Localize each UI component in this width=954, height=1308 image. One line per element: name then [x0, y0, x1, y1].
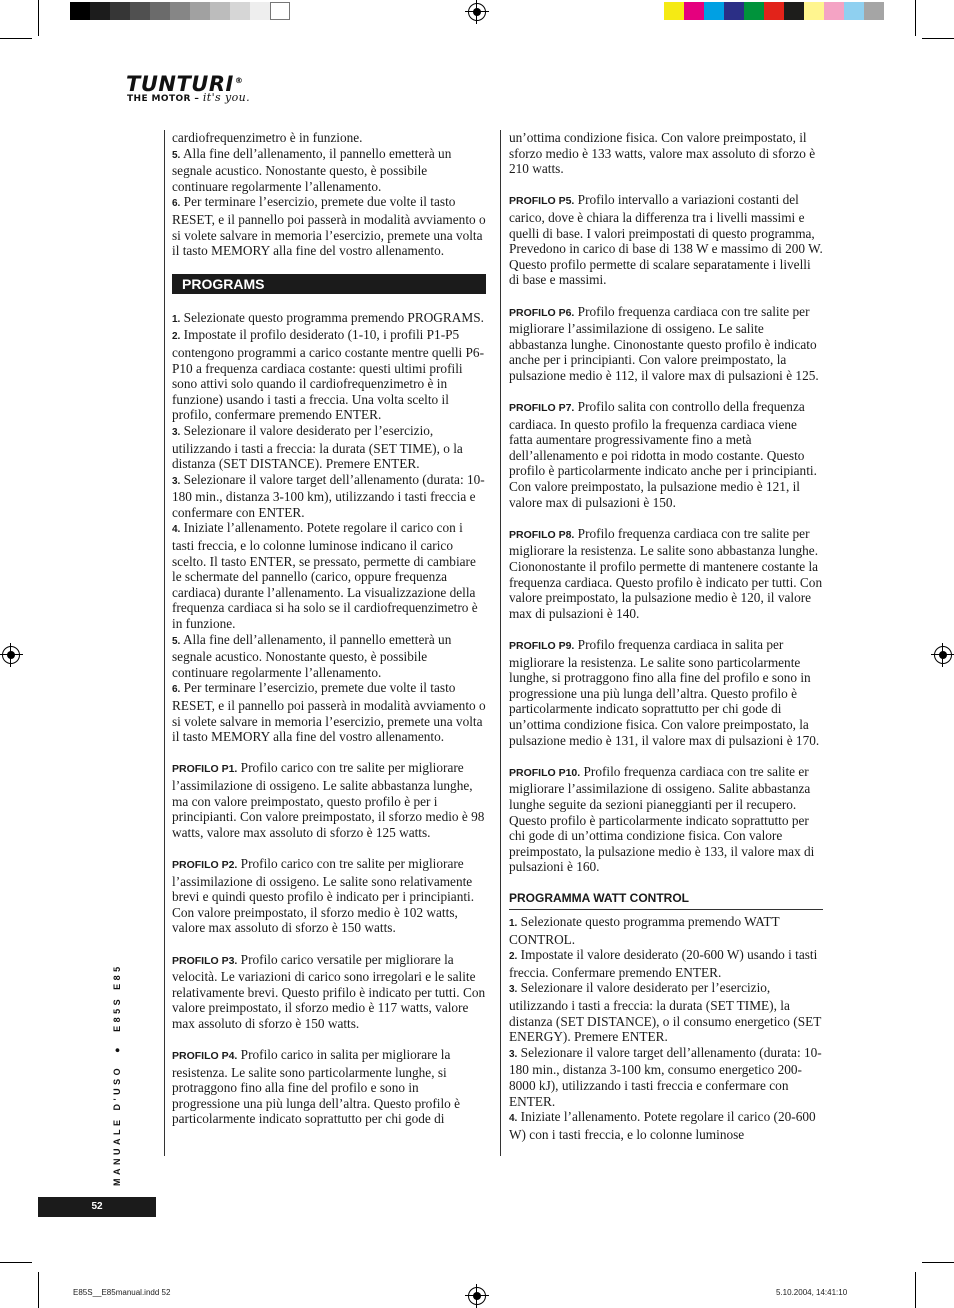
program-step: 5. Alla fine dell’allenamento, il pannello emetterà un segnale acustico. Nonostante questo, è possibile continuare regolarmente l’allenamento.: [172, 631, 452, 680]
programs-section-heading: PROGRAMS: [172, 274, 486, 294]
profile-paragraph: PROFILO P1. Profilo carico con tre salite per migliorare l’assimilazione di ossigeno. Le salite abbastanza lunghe, ma con valore preimpostato, questo profilo è per i principianti. Con valore preimpostato, il sforzo medio è 98 watts, valore max assoluto di sforzo è 125 watts.: [172, 760, 485, 840]
gray-swatch: [150, 2, 170, 20]
color-swatch: [744, 2, 764, 20]
sidebar-label: MANUALE D'USO ● E85S E85: [112, 963, 122, 1186]
gray-swatch: [190, 2, 210, 20]
program-step: 3. Selezionare il valore target dell’allenamento (durata: 10-180 min., distanza 3-100 km), utilizzando i tasti freccia e confermare con ENTER.: [172, 471, 485, 520]
left-column-rule: [164, 130, 165, 1156]
page-number: 52: [38, 1197, 156, 1217]
color-swatch: [824, 2, 844, 20]
crop-mark: [922, 1262, 954, 1263]
right-column: [509, 130, 823, 1142]
profile-paragraph: PROFILO P8. Profilo frequenza cardiaca con tre salite per migliorare la resistenza. Le salite sono abbastanza lunghe. Ciononostante il profilo permette di mantenere costante la frequenza cardiaca. Questo profilo è indicato per tutti. Con valore preimpostato, la pulsazione medio è 120, il valore max di pulsazioni è 140.: [509, 525, 823, 621]
gray-swatch: [110, 2, 130, 20]
left-column: [172, 130, 486, 1127]
gray-swatch: [130, 2, 150, 20]
color-swatch: [724, 2, 744, 20]
color-swatch: [704, 2, 724, 20]
program-step: 1. Selezionate questo programma premendo PROGRAMS.: [172, 309, 484, 325]
registration-dot: [473, 8, 481, 16]
color-swatch: [764, 2, 784, 20]
intro-step: 5. Alla fine dell’allenamento, il pannello emetterà un segnale acustico. Nonostante questo, è possibile continuare regolarmente l’allenamento.: [172, 145, 452, 194]
continuation-text: un’ottima condizione fisica. Con valore preimpostato, il sforzo medio è 133 watts, valore max assoluto di sforzo è 210 watts.: [509, 130, 816, 177]
program-step: 4. Iniziate l’allenamento. Potete regolare il carico con i tasti freccia, e lo colonne luminose indicano il carico scelto. Il tasto ENTER, se pressato, permette di cambiare le schermate del pannello (carico, oppure frequenza cardiaca) durante l’allenamento. La visualizzazione della frequenza cardiaca si ha solo se il cardiofrequenzimetro è in funzione.: [172, 520, 478, 632]
gray-swatch: [230, 2, 250, 20]
profile-paragraph: PROFILO P7. Profilo salita con controllo della frequenza cardiaca. In questo profilo la frequenza cardiaca viene fatta aumentare progressivamente fino a metà dell’allenamento e poi ridotta in modo costante. Questo profilo è particolarmente indicato anche per i principianti. Con valore preimpostato, la pulsazione medio è 121, il valore max di pulsazioni è 150.: [509, 399, 817, 510]
gray-swatch: [210, 2, 230, 20]
profile-paragraph: PROFILO P4. Profilo carico in salita per migliorare la resistenza. Le salite sono particolarmente lunghe, si protraggono fino alla fine del profilo e sono in progressione una più lunga dell’altra. Questo profilo è particolarmente indicato soprattutto per chi gode di: [172, 1047, 461, 1127]
color-swatch: [684, 2, 704, 20]
watt-step: 2. Impostate il valore desiderato (20-600 W) usando i tasti freccia. Confermare premendo ENTER.: [509, 947, 818, 980]
crop-mark: [38, 1272, 39, 1308]
profile-paragraph: PROFILO P5. Profilo intervallo a variazioni costanti del carico, dove è chiara la differenza tra i livelli massimi e quelli di base. I valori preimpostati di questo programma, Prevedono in carico di base di 138 W e massimo di 200 W. Questo profilo permette di scalare separatamente i livelli di base e massimi.: [509, 192, 823, 288]
tunturi-logo: TUNTURI®: [126, 72, 244, 96]
gray-swatch: [70, 2, 90, 20]
registration-dot: [7, 651, 15, 659]
footer-timestamp: 5.10.2004, 14:41:10: [776, 1288, 848, 1297]
center-column-rule: [500, 130, 501, 1156]
crop-mark: [915, 0, 916, 36]
registration-mark-icon: [468, 1287, 486, 1305]
crop-mark: [915, 1272, 916, 1308]
program-step: 3. Selezionare il valore desiderato per l’esercizio, utilizzando i tasti a freccia: la durata (SET TIME), o la distanza (SET DISTANCE). Premere ENTER.: [172, 422, 463, 472]
gray-swatch: [90, 2, 110, 20]
crop-mark: [38, 0, 39, 36]
profile-paragraph: PROFILO P2. Profilo carico con tre salite per migliorare l’assimilazione di ossigeno. Le salite sono relativamente brevi e quindi questo profilo è indicato per i principianti. Con valore preimpostato, il sforzo medio è 102 watts, valore max assoluto di sforzo è 150 watts.: [172, 855, 475, 936]
profile-paragraph: PROFILO P10. Profilo frequenza cardiaca con tre salite er migliorare l’assimilazione di ossigeno. Salite abbastanza lunghe seguite da sezioni pianeggianti per il recupero. Questo profilo è particolarmente indicato soprattutto per chi gode di un’ottima condizione fisica. Con valore preimpostato, la pulsazione medio è 133, il valore max di pulsazioni è 160.: [509, 763, 815, 875]
gray-swatch: [170, 2, 190, 20]
crop-mark: [0, 38, 32, 39]
gray-swatch: [270, 2, 290, 20]
watt-step: 4. Iniziate l’allenamento. Potete regolare il carico (20-600 W) con i tasti freccia, e lo colonne luminose: [509, 1109, 816, 1142]
watt-step: 3. Selezionare il valore desiderato per l’esercizio, utilizzando i tasti a freccia: la durata (SET TIME), la distanza (SET DISTANCE), o il consumo energetico (SET ENERGY). Premere ENTER.: [509, 980, 822, 1045]
gray-swatch: [250, 2, 270, 20]
bullet-icon: ●: [112, 1043, 122, 1053]
color-swatch: [864, 2, 884, 20]
program-step: 6. Per terminare l’esercizio, premete due volte il tasto RESET, e il pannello poi passerà in modalità avviamento o si volete salvare in memoria l’esercizio, premete una volta il tasto MEMORY alla fine del vostro allenamento.: [172, 680, 486, 745]
footer-filename: E85S__E85manual.indd 52: [73, 1288, 171, 1297]
watt-control-heading: PROGRAMMA WATT CONTROL: [509, 891, 823, 911]
profile-paragraph: PROFILO P9. Profilo frequenza cardiaca in salita per migliorare la resistenza. Le salite sono particolarmente lunghe, si protraggono fino alla fine del profilo e sono in progressione una più lunga dell’altra. Questo profilo è particolarmente indicato soprattutto per chi gode di un’ottima condizione fisica. Con valore preimpostato, la pulsazione medio è 131, il valore max di pulsazioni è 170.: [509, 637, 820, 748]
profile-paragraph: PROFILO P6. Profilo frequenza cardiaca con tre salite per migliorare l’assimilazione di ossigeno. Le salite abbastanza lunghe. Cinonostante questo profilo è indicato anche per i principianti. Con valore preimpostato, la pulsazione medio è 112, il valore max di pulsazioni è 125.: [509, 303, 819, 383]
registration-mark-icon: [468, 3, 486, 21]
profile-paragraph: PROFILO P3. Profilo carico versatile per migliorare la velocità. Le variazioni di carico sono irregolari e le salite relativamente brevi. Questo prifilo è indicato per tutti. Con valore preimpostato, il sforzo medio è 117 watts, valore max assoluto di sforzo è 150 watts.: [172, 951, 486, 1031]
watt-step: 1. Selezionate questo programma premendo WATT CONTROL.: [509, 914, 780, 947]
color-swatch: [664, 2, 684, 20]
crop-mark: [0, 1262, 32, 1263]
registration-dot: [939, 651, 947, 659]
intro-line: cardiofrequenzimetro è in funzione.: [172, 130, 363, 145]
intro-step: 6. Per terminare l’esercizio, premete due volte il tasto RESET, e il pannello poi passerà in modalità avviamento o si volete salvare in memoria l’esercizio, premete una volta il tasto MEMORY alla fine del vostro allenamento.: [172, 194, 486, 259]
logo-tagline: THE MOTOR – it's you.: [127, 91, 250, 104]
crop-mark: [922, 38, 954, 39]
registration-dot: [473, 1292, 481, 1300]
color-swatch: [784, 2, 804, 20]
registration-mark-icon: [934, 646, 952, 664]
color-swatch: [804, 2, 824, 20]
color-swatch: [844, 2, 864, 20]
registration-mark-icon: [2, 646, 20, 664]
program-step: 2. Impostate il profilo desiderato (1-10, i profili P1-P5 contengono programmi a carico costante mentre quelli P6-P10 a frequenza cardiaca costante: questi ultimi profili sono attivi solo quando il cardiofrequenzimetro è in funzione) usando i tasti a freccia. Una volta scelto il profilo, confermare premendo ENTER.: [172, 327, 485, 423]
watt-step: 3. Selezionare il valore target dell’allenamento (durata: 10-180 min., distanza 3-100 km, consumo energetico 200-8000 kJ), utilizzando i tasti freccia e confermare con ENTER.: [509, 1044, 822, 1109]
